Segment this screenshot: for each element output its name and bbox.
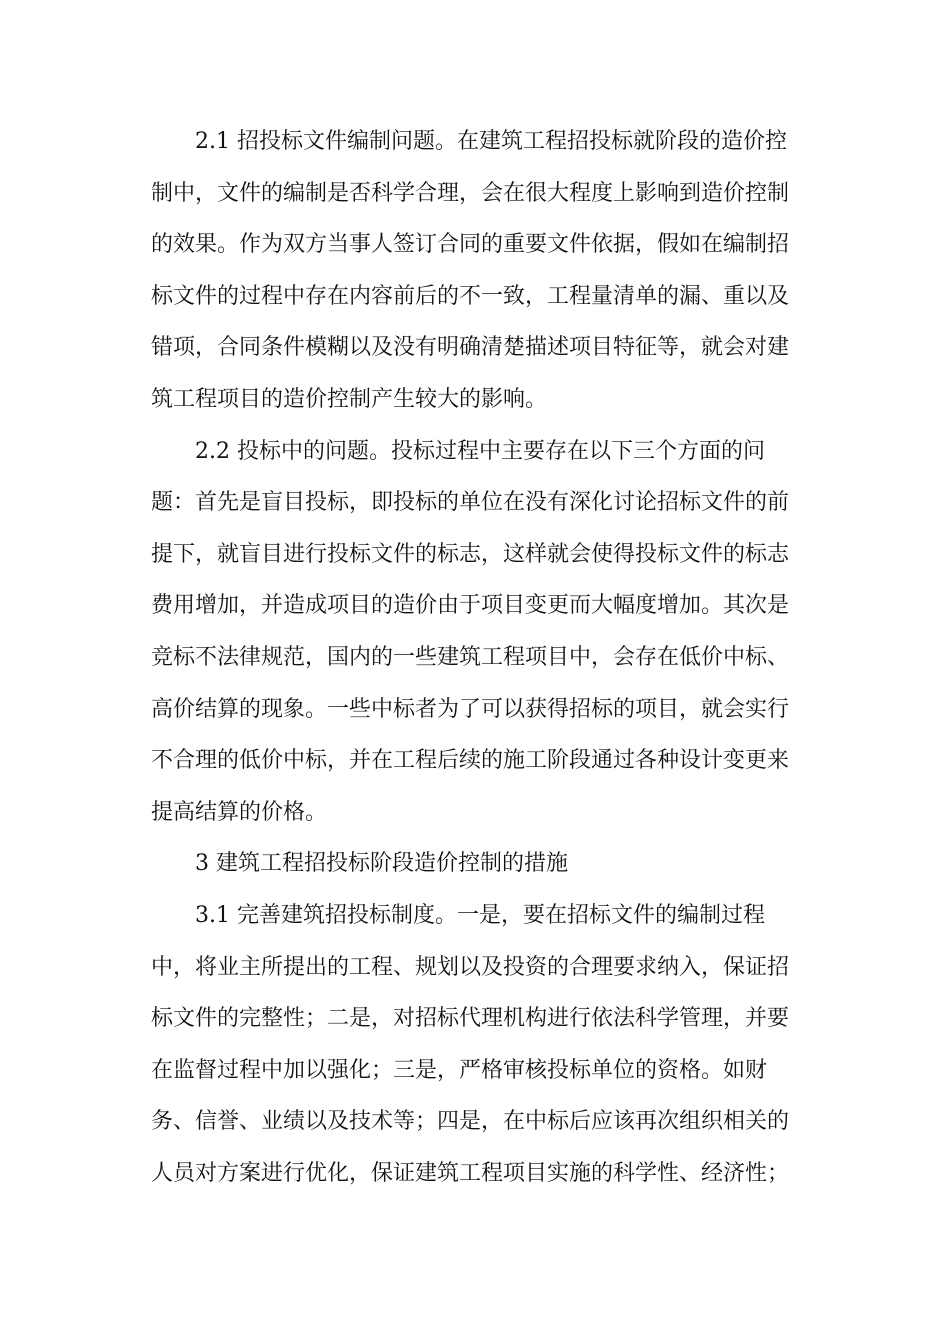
text-line: 不合理的低价中标，并在工程后续的施工阶段通过各种设计变更来 [151,748,790,774]
text-line: 务、信誉、业绩以及技术等；四是，在中标后应该再次组织相关的 [151,1109,790,1135]
section-heading: 3 建筑工程招投标阶段造价控制的措施 [195,851,568,877]
text-line: 错项，合同条件模糊以及没有明确清楚描述项目特征等，就会对建 [151,335,790,361]
text-line: 2.2 投标中的问题。投标过程中主要存在以下三个方面的问 [195,438,765,464]
text-line: 筑工程项目的造价控制产生较大的影响。 [151,386,548,412]
text-line: 在监督过程中加以强化；三是，严格审核投标单位的资格。如财 [151,1057,768,1083]
text-line: 提下，就盲目进行投标文件的标志，这样就会使得投标文件的标志 [151,541,790,567]
text-line: 标文件的完整性；二是，对招标代理机构进行依法科学管理，并要 [151,1006,790,1032]
text-line: 题：首先是盲目投标，即投标的单位在没有深化讨论招标文件的前 [151,490,790,516]
text-line: 3.1 完善建筑招投标制度。一是，要在招标文件的编制过程 [195,902,765,928]
document-body [151,116,811,1199]
text-line: 的效果。作为双方当事人签订合同的重要文件依据，假如在编制招 [151,232,790,258]
text-line: 高价结算的现象。一些中标者为了可以获得招标的项目，就会实行 [151,696,790,722]
text-line: 费用增加，并造成项目的造价由于项目变更而大幅度增加。其次是 [151,593,790,619]
text-line: 提高结算的价格。 [151,799,328,825]
text-line: 人员对方案进行优化，保证建筑工程项目实施的科学性、经济性； [151,1160,790,1186]
text-line: 标文件的过程中存在内容前后的不一致，工程量清单的漏、重以及 [151,283,790,309]
text-line: 2.1 招投标文件编制问题。在建筑工程招投标就阶段的造价控 [195,129,787,154]
text-line: 竞标不法律规范，国内的一些建筑工程项目中，会存在低价中标、 [151,644,790,670]
text-line: 制中，文件的编制是否科学合理，会在很大程度上影响到造价控制 [151,180,790,206]
text-line: 中，将业主所提出的工程、规划以及投资的合理要求纳入，保证招 [151,954,790,980]
